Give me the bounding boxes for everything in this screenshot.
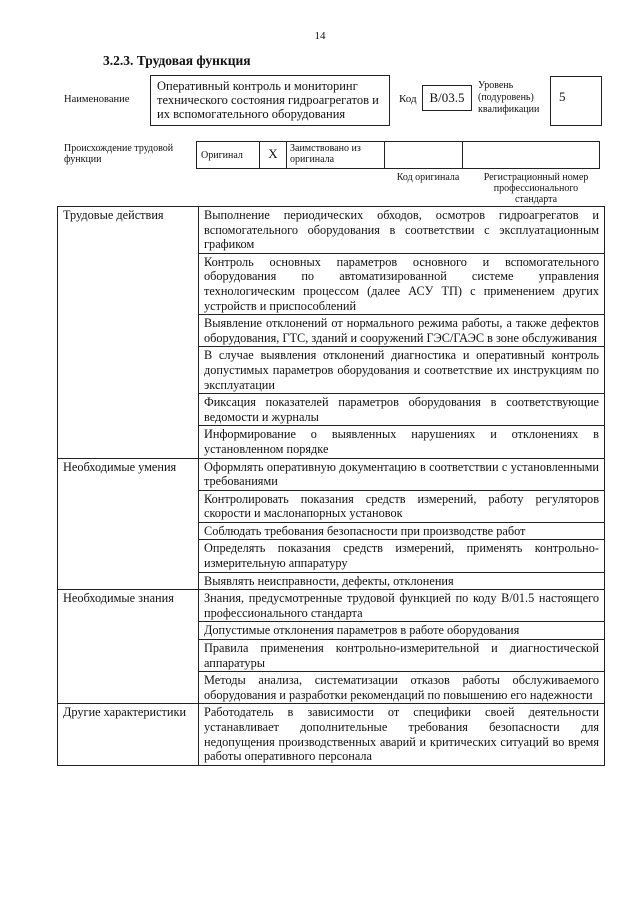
function-name: Оперативный контроль и мониторинг технического состояния гидроагрегатов и их вспомогательного оборудования <box>157 79 379 121</box>
item-cell: Работодатель в зависимости от специфики своей деятельности устанавливает дополнительные требования безопасности для недопущения производственных аварий и критических ситуаций во время работы оперативного персонала <box>199 704 605 765</box>
original-cell <box>197 142 260 168</box>
table-row <box>58 704 605 765</box>
item-cell: Выявлять неисправности, дефекты, отклонения <box>199 572 605 590</box>
borrowed-cell <box>287 142 385 168</box>
code-original-cell <box>385 142 463 168</box>
category-cell: Необходимые знания <box>58 590 199 704</box>
code-original-label: Код оригинала <box>396 172 460 183</box>
borrowed-label: Заимствовано из оригинала <box>290 143 361 165</box>
item-cell: Информирование о выявленных нарушениях и отклонениях в установленном порядке <box>199 426 605 458</box>
category-cell: Трудовые действия <box>58 207 199 459</box>
item-cell: Допустимые отклонения параметров в работе оборудования <box>199 622 605 640</box>
origin-row <box>196 141 600 169</box>
item-cell: Правила применения контрольно-измерительной и диагностической аппаратуры <box>199 640 605 672</box>
reg-number-label: Регистрационный номер профессионального стандарта <box>483 172 589 205</box>
category-cell: Необходимые умения <box>58 458 199 590</box>
code-value-box <box>422 85 472 111</box>
code-label: Код <box>399 93 417 105</box>
item-cell: Определять показания средств измерений, применять контрольно-измерительную аппаратуру <box>199 540 605 572</box>
origin-label: Происхождение трудовой функции <box>64 143 174 165</box>
original-label: Оригинал <box>201 150 243 161</box>
table-row <box>58 458 605 490</box>
item-cell: Контролировать показания средств измерений, работу регуляторов скорости и маслонапорных установок <box>199 490 605 522</box>
table-row <box>58 207 605 254</box>
reg-number-cell <box>463 142 599 168</box>
function-name-box <box>150 75 390 126</box>
level-value-box <box>550 76 602 126</box>
level-label: Уровень (подуровень) квалификации <box>478 80 540 115</box>
item-cell: Фиксация показателей параметров оборудования в соответствующие ведомости и журналы <box>199 394 605 426</box>
item-cell: Методы анализа, систематизации отказов работы обслуживаемого оборудования и разработки рекомендаций по повышению его надежности <box>199 672 605 704</box>
item-cell: В случае выявления отклонений диагностика и оперативный контроль допустимых параметров оборудования и соответствие их инструкциям по эксплуатации <box>199 347 605 394</box>
name-label: Наименование <box>64 94 130 105</box>
original-mark-cell <box>260 142 287 168</box>
category-cell: Другие характеристики <box>58 704 199 765</box>
item-cell: Контроль основных параметров основного и вспомогательного оборудования по автоматизированной системе управления технологическим процессом (далее АСУ ТП) с применением других устройств и приспособлений <box>199 253 605 314</box>
item-cell: Знания, предусмотренные трудовой функцией по коду B/01.5 настоящего профессионального стандарта <box>199 590 605 622</box>
original-mark: X <box>268 146 278 161</box>
item-cell: Выявление отклонений от нормального режима работы, а также дефектов оборудования, ГТС, зданий и сооружений ГЭС/ГАЭС в зоне обслуживания <box>199 315 605 347</box>
table-row <box>58 590 605 622</box>
item-cell: Выполнение периодических обходов, осмотров гидроагрегатов и вспомогательного оборудования в соответствии с эксплуатационным графиком <box>199 207 605 254</box>
page-number: 14 <box>314 30 326 42</box>
level-value: 5 <box>559 89 566 104</box>
section-heading: 3.2.3. Трудовая функция <box>103 53 251 68</box>
item-cell: Оформлять оперативную документацию в соответствии с установленными требованиями <box>199 458 605 490</box>
item-cell: Соблюдать требования безопасности при производстве работ <box>199 522 605 540</box>
code-value: B/03.5 <box>429 90 465 105</box>
labor-function-table <box>57 206 605 766</box>
